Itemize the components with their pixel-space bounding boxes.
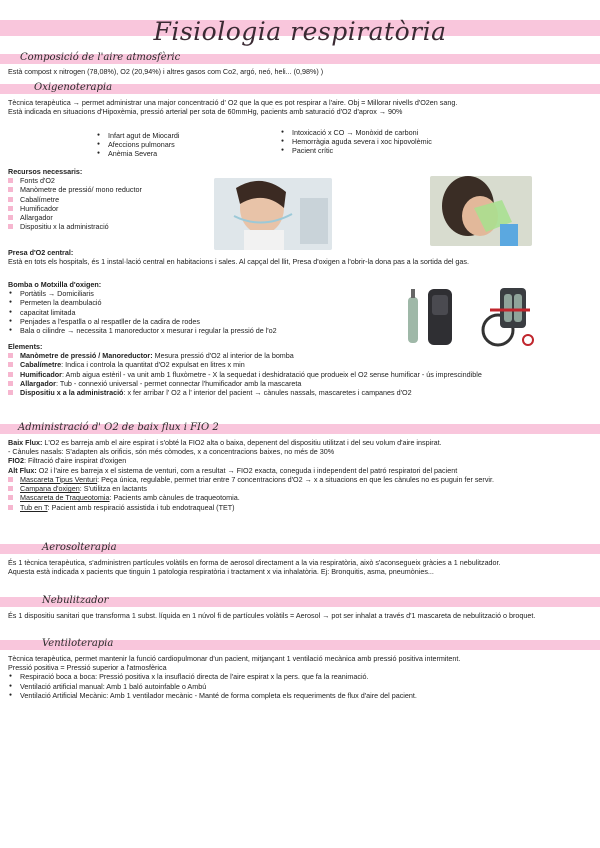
- indications-right: [280, 128, 500, 156]
- list-item: ● Permeten la deambulació: [8, 298, 388, 307]
- administracio-block: Baix Flux: L'O2 es barreja amb el aire espirat i s'obté la FIO2 alta o baixa, depenent del dispositiu utilitzat i del seu volum d'aire inspirat. - Cànules nasals: S'adapten als orificis, són més còmodes, x a concentracions baixes, no més de 30% FIO2: Filtració d'aire inspirat d'oxigen Alt Flux: O2 i l'aire es barreja x el sistema de venturi, com a resultat → FIO2 exacta, coneguda i independent del patró respiratori del pacient Mascareta Tipus Venturi: Peça única, regulable, permet triar entre 7 concentracions d'O2 → x a situacions en que les cànules no es puguin fer servir. Campana d'oxigen: S'utilitza en lactants Mascareta de Traqueotomia: Pacients amb cànules de traqueotomia. Tub en T: Pacient amb respiració assistida i tub endotraqueal (TET): [8, 438, 594, 512]
- section-header-oxigenoterapia: Oxigenoterapia: [0, 82, 600, 95]
- list-item: Mascareta Tipus Venturi: Peça única, regulable, permet triar entre 7 concentracions d'O2 → x a situacions en que les cànules no es puguin fer servir.: [8, 475, 594, 484]
- list-item: ● Respiració boca a boca: Pressió positiva x la insuflació directa de l'aire espirat x la pers. que fa la reanimació.: [8, 672, 594, 681]
- list-item: Dispositiu x la administració: [8, 222, 208, 231]
- list-item: Manòmetre de pressió / Manoreductor: Mesura pressió d'O2 al interior de la bomba: [8, 351, 594, 360]
- list-item: Allargador: [8, 213, 208, 222]
- list-item: Cabalímetre: [8, 195, 208, 204]
- oxigenoterapia-intro: Tècnica terapèutica → permet administrar una major concentració d' O2 que la que es pot respirar a l'aire. Obj = Millorar nivells d'O2en sang. Està indicada en situacions d'Hipoxèmia, pressió arterial per sota de 60mmHg, pacients amb saturació d'O2 d'aprox → 90%: [8, 98, 458, 117]
- list-item: Tub en T: Pacient amb respiració assistida i tub endotraqueal (TET): [8, 503, 594, 512]
- aerosolterapia-text: És 1 tècnica terapèutica, s'administren partícules volàtils en forma de aerosol directament a la via respiratòria, això s'aconsegueix gràcies a 1 nebulitzador. Aquesta està indicada x pacients que tinguin 1 patologia respiratòria i tractament x via inhalatòria. Ej: Bronquitis, asma, pneumònies...: [8, 558, 501, 577]
- list-item: ● Penjades a l'espatlla o al respatller de la cadira de rodes: [8, 317, 388, 326]
- presa-central-block: Presa d'O2 central: Està en tots els hospitals, és 1 instal·lació central en habitacions i sales. Al capçal del llit, Presa d'oxigen a l'obrir-la dona pas a la sortida del gas.: [8, 248, 469, 267]
- list-item: Mascareta de Traqueotomia: Pacients amb cànules de traqueotomia.: [8, 493, 594, 502]
- list-item: ● Infart agut de Miocardi: [96, 131, 266, 140]
- list-item: ● Afeccions pulmonars: [96, 140, 266, 149]
- oxygen-mask-photo: [430, 176, 532, 246]
- list-item: Dispositiu x a la administració: x fer arribar l' O2 a l' interior del pacient → cànules nassals, mascaretes i campanes d'O2: [8, 388, 594, 397]
- recursos-block: Recursos necessaris: Fonts d'O2 Manòmetre de pressió/ mono reductor Cabalímetre Humificador Allargador Dispositiu x la administració: [8, 167, 208, 232]
- list-item: Campana d'oxigen: S'utilitza en lactants: [8, 484, 594, 493]
- oxygen-cylinders-photo: [402, 283, 462, 347]
- title-band: [0, 12, 600, 46]
- list-item: Humificador: Amb aigua estèril - va unit amb 1 fluxòmetre - X la sequedat i deshidratació que produeix el O2 sense humificar - ús imprescindible: [8, 370, 594, 379]
- nebulitzador-text: És 1 dispositiu sanitari que transforma 1 subst. líquida en 1 núvol fi de partícules volàtils = Aerosol → pot ser inhalat a través d'1 mascareta de nebulització o broquet.: [8, 611, 536, 620]
- elements-block: Elements: Manòmetre de pressió / Manoreductor: Mesura pressió d'O2 al interior de la bomba Cabalímetre: Indica i controla la quantitat d'O2 expulsat en litres x min Humificador: Amb aigua estèril - va unit amb 1 fluxòmetre - X la sequedat i deshidratació que produeix el O2 sense humificar - ús imprescindible Allargador: Tub - connexió universal - permet connectar l'humificador amb la mascareta Dispositiu x a la administració: x fer arribar l' O2 a l' interior del pacient → cànules nassals, mascaretes i campanes d'O2: [8, 342, 594, 397]
- indications-left: [96, 131, 266, 159]
- section-header-composicio: Composició de l'aire atmosfèric: [0, 52, 600, 65]
- wheelchair-photo: [476, 280, 542, 348]
- list-item: ● Bala o cilindre → necessita 1 manoreductor x mesurar i regular la pressió de l'o2: [8, 326, 388, 335]
- list-item: ● Intoxicació x CO → Monòxid de carboni: [280, 128, 500, 137]
- list-item: ● Pacient crític: [280, 146, 500, 155]
- composicio-text: Està compost x nitrogen (78,08%), O2 (20,94%) i altres gasos com Co2, argó, neó, heli... (0,98%) ): [8, 67, 324, 76]
- list-item: Cabalímetre: Indica i controla la quantitat d'O2 expulsat en litres x min: [8, 360, 594, 369]
- section-header-aerosolterapia: Aerosolterapia: [0, 542, 600, 555]
- list-item: ● Ventilació artificial manual: Amb 1 baló autoinfable o Ambú: [8, 682, 594, 691]
- list-item: ● Portàtils → Domiciliaris: [8, 289, 388, 298]
- list-item: Fonts d'O2: [8, 176, 208, 185]
- list-item: Allargador: Tub - connexió universal - permet connectar l'humificador amb la mascareta: [8, 379, 594, 388]
- bomba-block: Bomba o Motxilla d'oxigen: ● Portàtils → Domiciliaris ● Permeten la deambulació ● capacitat limitada ● Penjades a l'espatlla o al respatller de la cadira de rodes ● Bala o cilindre → necessita 1 manoreductor x mesurar i regular la pressió de l'o2: [8, 280, 388, 335]
- list-item: ● Ventilació Artificial Mecànic: Amb 1 ventilador mecànic - Manté de forma completa els requeriments de flux d'aire del pacient.: [8, 691, 594, 700]
- section-header-administracio: Administració d' O2 de baix flux i FIO 2: [0, 422, 600, 435]
- section-header-nebulitzador: Nebulitzador: [0, 595, 600, 608]
- list-item: ● capacitat limitada: [8, 308, 388, 317]
- list-item: Humificador: [8, 204, 208, 213]
- list-item: Manòmetre de pressió/ mono reductor: [8, 185, 208, 194]
- list-item: ● Anèmia Severa: [96, 149, 266, 158]
- section-header-ventiloterapia: Ventiloterapia: [0, 638, 600, 651]
- list-item: ● Hemorràgia aguda severa i xoc hipovolèmic: [280, 137, 500, 146]
- page-title: Fisiologia respiratòria: [153, 17, 447, 46]
- ventiloterapia-block: Tècnica terapèutica, permet mantenir la funció cardiopulmonar d'un pacient, mitjançant 1 ventilació mecànica amb pressió positiva intermitent. Pressió positiva = Pressió superior a l'atmosfèrica ● Respiració boca a boca: Pressió positiva x la insuflació directa de l'aire espirat x la pers. que fa la reanimació. ● Ventilació artificial manual: Amb 1 baló autoinfable o Ambú ● Ventilació Artificial Mecànic: Amb 1 ventilador mecànic - Manté de forma completa els requeriments de flux d'aire del pacient.: [8, 654, 594, 700]
- nasal-cannula-photo: [214, 178, 332, 250]
